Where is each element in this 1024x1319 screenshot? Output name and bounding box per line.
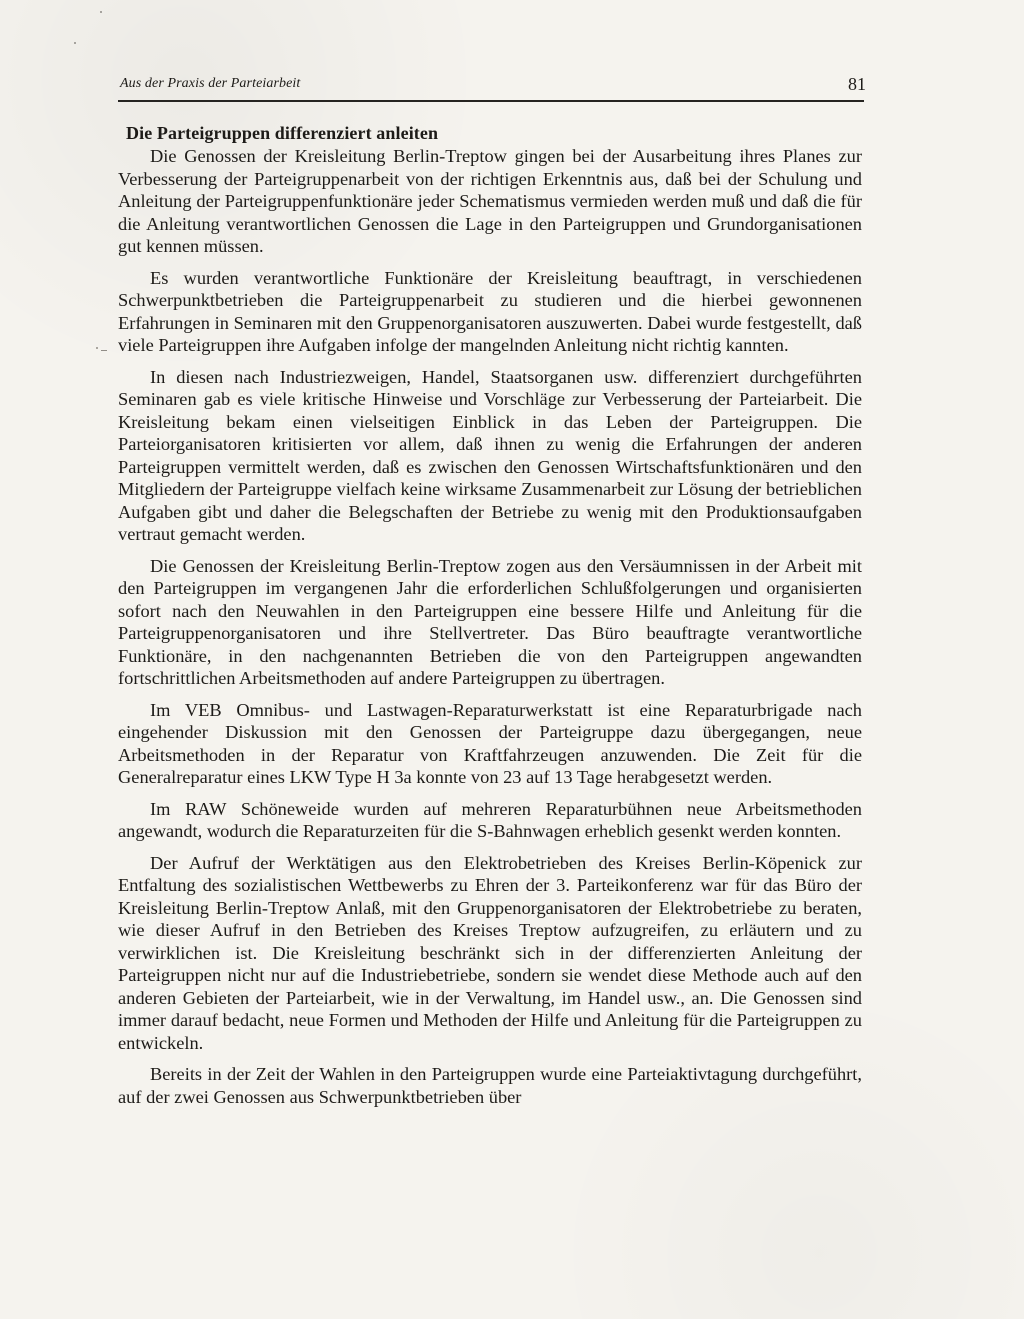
paragraph-1: Die Genossen der Kreisleitung Berlin-Treptow gingen bei der Ausarbeitung ihres Planes zur Verbesserung der Parteigruppenarbeit von der richtigen Erkenntnis aus, daß bei der Schulung und Anleitung der Parteigruppenfunktionäre jeder Schematismus vermieden werden muß und daß die für die Anleitung verantwortlichen Genossen die Lage in den Parteigruppen und Grundorganisationen gut kennen müssen. bbox=[118, 146, 862, 256]
paragraph-6: Im RAW Schöneweide wurden auf mehreren Reparaturbühnen neue Arbeitsmethoden angewandt, wodurch die Reparaturzeiten für die S-Bahnwagen erheblich gesenkt werden konnten. bbox=[118, 798, 862, 841]
paragraph-8: Bereits in der Zeit der Wahlen in den Parteigruppen wurde eine Parteiaktivtagung durchgeführt, auf der zwei Genossen aus Schwerpunktbetrieben über bbox=[118, 1064, 862, 1107]
article-body bbox=[118, 122, 862, 1117]
article-title: Die Parteigruppen differenziert anleiten bbox=[126, 123, 439, 143]
header-rule bbox=[118, 100, 864, 102]
scan-speck bbox=[100, 11, 102, 13]
paragraph-4: Die Genossen der Kreisleitung Berlin-Treptow zogen aus den Versäumnissen in der Arbeit mit den Parteigruppen im vergangenen Jahr die erforderlichen Schlußfolgerungen und organisierten sofort nach den Neuwahlen in den Parteigruppen eine bessere Hilfe und Anleitung für die Parteigruppenorganisatoren und ihre Stellvertreter. Das Büro beauftragte verantwortliche Funktionäre, in den nachgenannten Betrieben die von den Parteigruppen angewandten fortschrittlichen Arbeitsmethoden auf andere Parteigruppen zu übertragen. bbox=[118, 555, 862, 688]
page-number: 81 bbox=[848, 74, 866, 94]
paragraph-2: Es wurden verantwortliche Funktionäre der Kreisleitung beauftragt, in verschiedenen Schwerpunktbetrieben die Parteigruppenarbeit zu studieren und die hierbei gewonnenen Erfahrungen in Seminaren mit den Gruppenorganisatoren auszuwerten. Dabei wurde festgestellt, daß viele Parteigruppen ihre Aufgaben infolge der mangelnden Anleitung nicht richtig kannten. bbox=[118, 267, 862, 355]
page-header bbox=[118, 76, 866, 100]
paragraph-5: Im VEB Omnibus- und Lastwagen-Reparaturwerkstatt ist eine Reparaturbrigade nach eingehender Diskussion mit den Genossen der Parteigruppe dazu übergegangen, neue Arbeitsmethoden in der Reparatur von Kraftfahrzeugen anzuwenden. Die Zeit für die Generalreparatur eines LKW Type H 3a konnte von 23 auf 13 Tage herabgesetzt werden. bbox=[118, 699, 862, 787]
paragraph-7: Der Aufruf der Werktätigen aus den Elektrobetrieben des Kreises Berlin-Köpenick zur Entfaltung des sozialistischen Wettbewerbs zu Ehren der 3. Parteikonferenz war für das Büro der Kreisleitung Berlin-Treptow Anlaß, mit den Gruppenorganisatoren der Elektrobetriebe zu beraten, wie dieser Aufruf in den Betrieben des Kreises Treptow aufzugreifen, zu erläutern und zu verwirklichen ist. Die Kreisleitung beschränkt sich in der differenzierten Anleitung der Parteigruppen nicht nur auf die Industriebetriebe, sondern sie wendet diese Methode auch auf den anderen Gebieten der Parteiarbeit, wie in der Verwaltung, im Handel usw., an. Die Genossen sind immer darauf bedacht, neue Formen und Methoden der Hilfe und Anleitung für die Parteigruppen zu entwickeln. bbox=[118, 852, 862, 1053]
scan-speck bbox=[96, 347, 98, 349]
scan-speck bbox=[74, 42, 76, 44]
paragraph-3: In diesen nach Industriezweigen, Handel, Staatsorganen usw. differenziert durchgeführten Seminaren gab es viele kritische Hinweise und Vorschläge zur Verbesserung der Parteiarbeit. Die Kreisleitung bekam einen vielseitigen Einblick in das Leben der Parteigruppen. Die Parteiorganisatoren kritisierten vor allem, daß ihnen zu wenig die Erfahrungen der anderen Parteigruppen vermittelt werden, daß es zwischen den Genossen Wirtschaftsfunktionären und den Mitgliedern der Parteigruppe vielfach keine wirksame Zusammenarbeit zur Lösung der betrieblichen Aufgaben gibt und daher die Belegschaften der Betriebe zu wenig mit den Produktionsaufgaben vertraut gemacht werden. bbox=[118, 366, 862, 544]
scan-speck bbox=[101, 350, 107, 351]
running-head: Aus der Praxis der Parteiarbeit bbox=[120, 76, 301, 91]
